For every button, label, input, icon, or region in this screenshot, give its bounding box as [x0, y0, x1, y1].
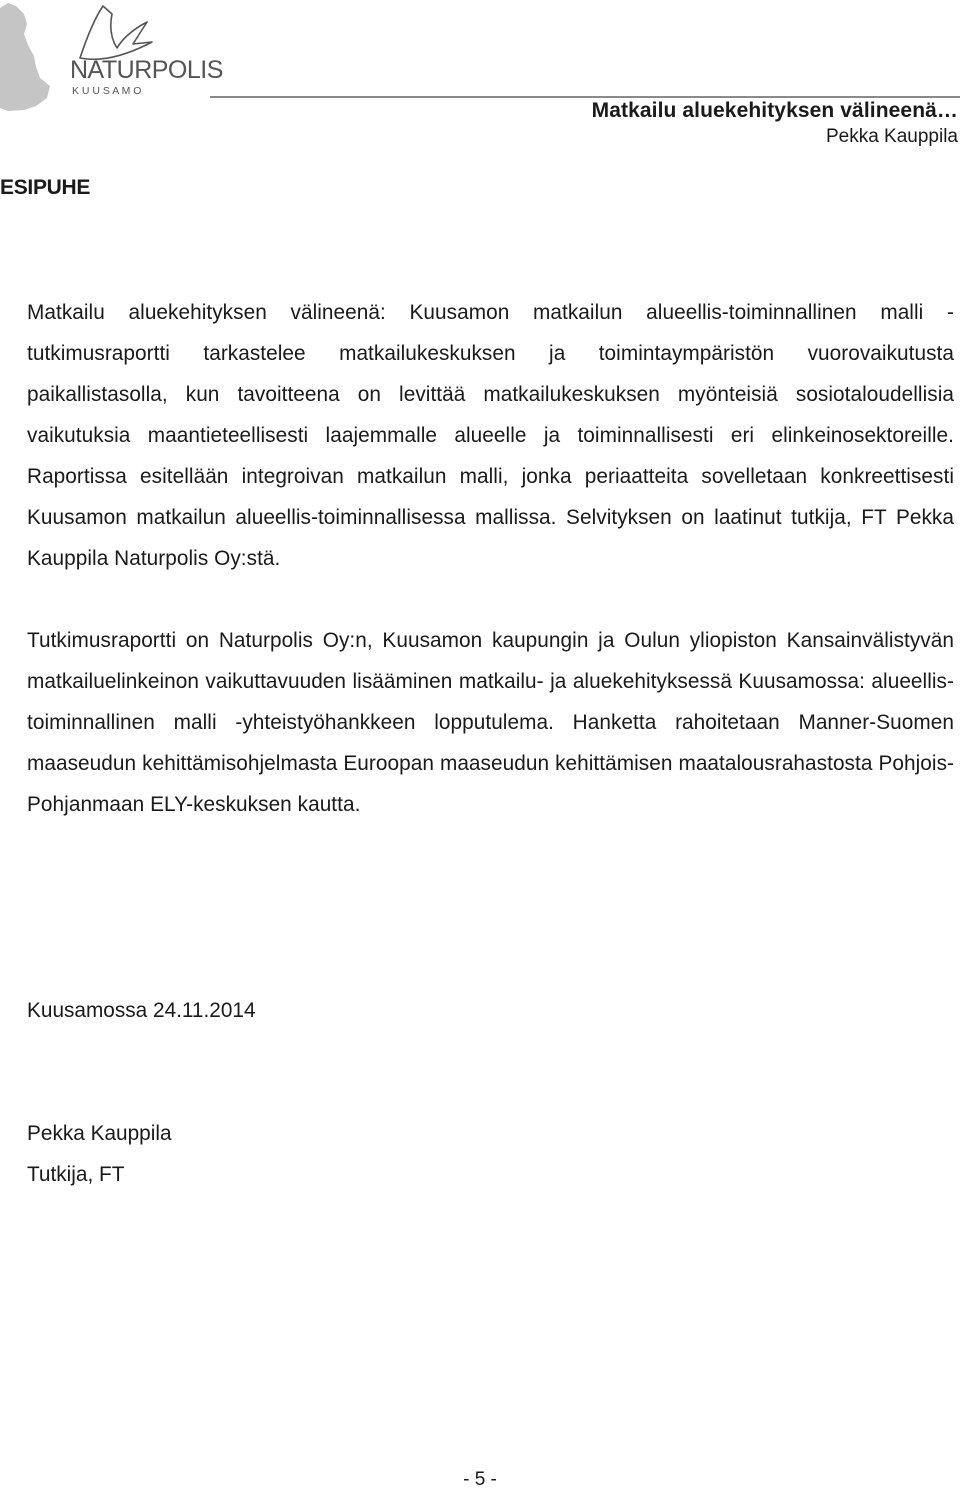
logo-subtitle: K U U S A M O [72, 85, 142, 97]
page-heading: ESIPUHE [0, 176, 91, 199]
paragraph-project: Tutkimusraportti on Naturpolis Oy:n, Kuusamon kaupungin ja Oulun yliopiston Kansainvälistyvän matkailuelinkeinon vaikuttavuuden lisääminen matkailu- ja aluekehityksessä Kuusamossa: alueellis-toiminnallinen malli -yhteistyöhankkeen lopputulema. Hanketta rahoitetaan Manner-Suomen maaseudun kehittämisohjelmasta Euroopan maaseudun kehittämisen maatalousrahastosta Pohjois-Pohjanmaan ELY-keskuksen kautta. [27, 629, 954, 816]
running-title: Matkailu aluekehityksen välineenä… [591, 99, 958, 122]
signer-name: Pekka Kauppila [27, 1122, 172, 1145]
place-date: Kuusamossa 24.11.2014 [27, 999, 256, 1022]
naturpolis-logo [0, 0, 223, 112]
header-rule [210, 96, 960, 98]
running-author: Pekka Kauppila [825, 126, 958, 147]
naturpolis-logo-mark [0, 0, 223, 112]
logo-wordmark: NATURPOLIS [70, 56, 223, 84]
paragraph-intro: Matkailu aluekehityksen välineenä: Kuusamon matkailun alueellis-toiminnallinen malli -tutkimusraportti tarkastelee matkailukeskuksen ja toimintaympäristön vuorovaikutusta paikallistasolla, kun tavoitteena on levittää matkailukeskuksen myönteisiä sosiotaloudellisia vaikutuksia maantieteellisesti laajemmalle alueelle ja toiminnallisesti eri elinkeinosektoreille. Raportissa esitellään integroivan matkailun malli, jonka periaatteita sovelletaan konkreettisesti Kuusamon matkailun alueellis-toiminnallisessa mallissa. Selvityksen on laatinut tutkija, FT Pekka Kauppila Naturpolis Oy:stä. [27, 301, 954, 570]
signer-title: Tutkija, FT [27, 1163, 125, 1186]
page-number: - 5 - [463, 1469, 497, 1490]
